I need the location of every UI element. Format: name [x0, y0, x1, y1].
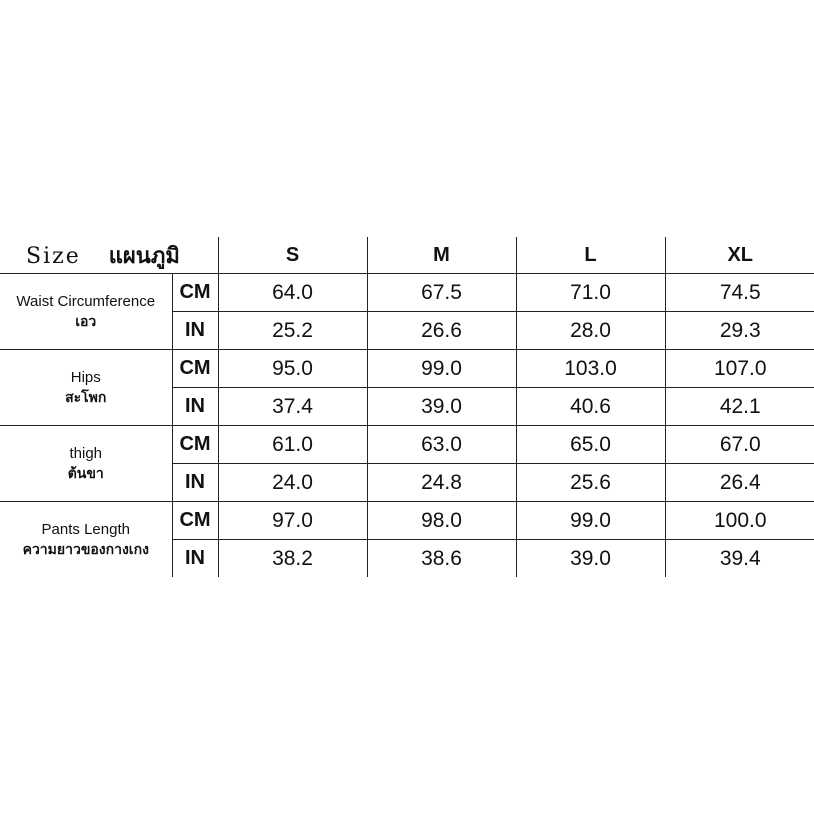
- value-cell: 25.2: [218, 312, 367, 350]
- unit-cm: CM: [172, 426, 218, 464]
- value-cell: 63.0: [367, 426, 516, 464]
- label-th: ต้นขา: [67, 465, 104, 482]
- value-cell: 39.0: [367, 388, 516, 426]
- value-cell: 24.0: [218, 464, 367, 502]
- unit-in: IN: [172, 464, 218, 502]
- value-cell: 100.0: [665, 502, 814, 540]
- value-cell: 37.4: [218, 388, 367, 426]
- value-cell: 24.8: [367, 464, 516, 502]
- value-cell: 25.6: [516, 464, 665, 502]
- measurement-label-waist: [0, 274, 172, 350]
- label-en: thigh: [69, 444, 103, 462]
- size-chart-table: [0, 237, 814, 577]
- unit-in: IN: [172, 388, 218, 426]
- header-row: [0, 237, 814, 274]
- value-cell: 42.1: [665, 388, 814, 426]
- value-cell: 29.3: [665, 312, 814, 350]
- value-cell: 38.6: [367, 540, 516, 578]
- label-en: Waist Circumference: [16, 292, 156, 310]
- value-cell: 38.2: [218, 540, 367, 578]
- value-cell: 65.0: [516, 426, 665, 464]
- value-cell: 67.0: [665, 426, 814, 464]
- label-en: Pants Length: [41, 520, 130, 538]
- size-header-l: L: [516, 237, 665, 274]
- size-header-s: S: [218, 237, 367, 274]
- unit-in: IN: [172, 540, 218, 578]
- value-cell: 107.0: [665, 350, 814, 388]
- value-cell: 98.0: [367, 502, 516, 540]
- value-cell: 40.6: [516, 388, 665, 426]
- value-cell: 39.4: [665, 540, 814, 578]
- measurement-label-hips: [0, 350, 172, 426]
- label-th: สะโพก: [65, 389, 107, 406]
- table-row: [0, 426, 814, 464]
- unit-cm: CM: [172, 502, 218, 540]
- unit-in: IN: [172, 312, 218, 350]
- value-cell: 26.6: [367, 312, 516, 350]
- value-cell: 67.5: [367, 274, 516, 312]
- unit-cm: CM: [172, 274, 218, 312]
- value-cell: 95.0: [218, 350, 367, 388]
- value-cell: 71.0: [516, 274, 665, 312]
- value-cell: 64.0: [218, 274, 367, 312]
- unit-cm: CM: [172, 350, 218, 388]
- value-cell: 99.0: [367, 350, 516, 388]
- corner-header: [0, 237, 218, 274]
- value-cell: 39.0: [516, 540, 665, 578]
- table-row: [0, 502, 814, 540]
- value-cell: 61.0: [218, 426, 367, 464]
- label-th: ความยาวของกางเกง: [22, 541, 149, 558]
- label-en: Hips: [70, 368, 101, 386]
- table-row: [0, 274, 814, 312]
- value-cell: 97.0: [218, 502, 367, 540]
- table-row: [0, 350, 814, 388]
- value-cell: 28.0: [516, 312, 665, 350]
- value-cell: 99.0: [516, 502, 665, 540]
- measurement-label-thigh: [0, 426, 172, 502]
- size-label: Size: [26, 243, 81, 269]
- value-cell: 26.4: [665, 464, 814, 502]
- chart-label: แผนภูมิ: [108, 243, 180, 269]
- label-th: เอว: [75, 313, 97, 330]
- measurement-label-pants-length: [0, 502, 172, 578]
- value-cell: 74.5: [665, 274, 814, 312]
- value-cell: 103.0: [516, 350, 665, 388]
- size-header-xl: XL: [665, 237, 814, 274]
- size-header-m: M: [367, 237, 516, 274]
